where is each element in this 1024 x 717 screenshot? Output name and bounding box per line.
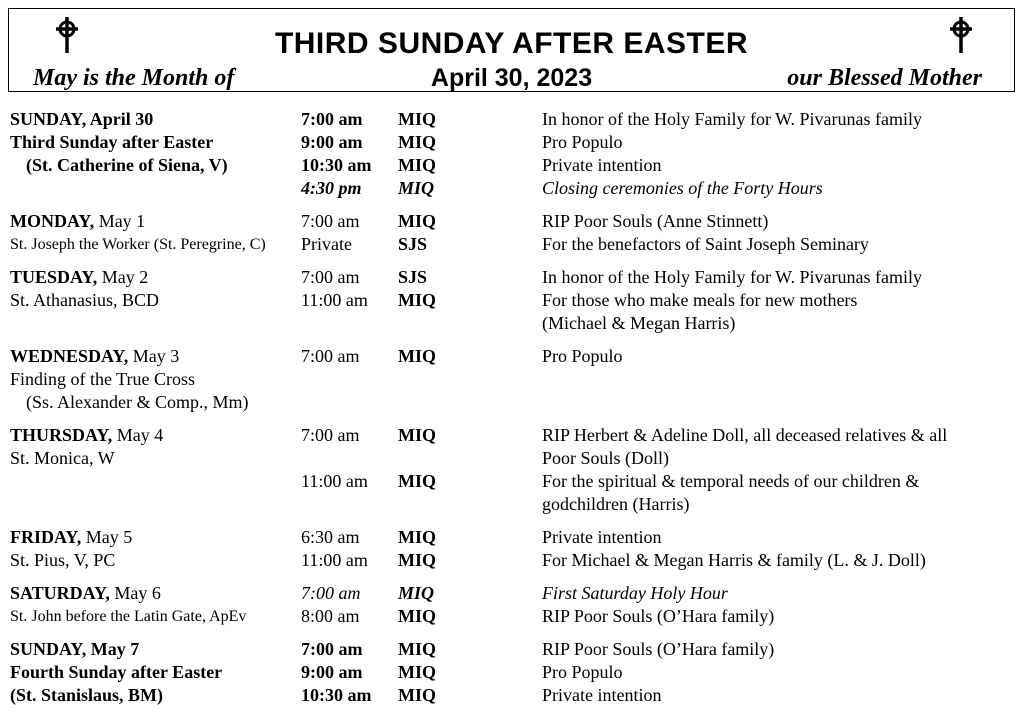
mass-location: MIQ <box>398 662 436 682</box>
schedule-row <box>10 582 1010 605</box>
day-block-friday <box>10 526 1010 572</box>
mass-location: MIQ <box>398 132 436 152</box>
month-dedication-left: May is the Month of <box>33 65 235 91</box>
mass-intention: RIP Poor Souls (O’Hara family) <box>542 606 775 626</box>
mass-intention: First Saturday Holy Hour <box>542 583 728 603</box>
mass-location: MIQ <box>398 527 436 547</box>
mass-intention: (Michael & Megan Harris) <box>542 313 736 333</box>
mass-time: 7:00 am <box>301 425 360 445</box>
mass-location: MIQ <box>398 550 436 570</box>
schedule-row <box>10 289 1010 312</box>
mass-time: 11:00 am <box>301 471 368 491</box>
day-block-monday <box>10 210 1010 256</box>
day-title: FRIDAY, May 5 <box>10 527 133 547</box>
mass-schedule <box>10 108 1010 717</box>
mass-intention: RIP Poor Souls (O’Hara family) <box>542 639 775 659</box>
schedule-row <box>10 368 1010 391</box>
mass-intention: Closing ceremonies of the Forty Hours <box>542 178 823 198</box>
feast-name: St. John before the Latin Gate, ApEv <box>10 608 247 625</box>
mass-location: MIQ <box>398 155 436 175</box>
day-title: SUNDAY, April 30 <box>10 109 154 129</box>
schedule-row <box>10 549 1010 572</box>
mass-location: SJS <box>398 234 428 254</box>
mass-time: Private <box>301 234 352 254</box>
mass-intention: In honor of the Holy Family for W. Pivarunas family <box>542 267 922 287</box>
mass-time: 10:30 am <box>301 685 372 705</box>
mass-location: MIQ <box>398 425 436 445</box>
schedule-row <box>10 526 1010 549</box>
schedule-row <box>10 470 1010 493</box>
schedule-row <box>10 493 1010 516</box>
mass-time: 7:00 am <box>301 109 363 129</box>
feast-name: Third Sunday after Easter <box>10 132 214 152</box>
mass-time: 7:00 am <box>301 346 360 366</box>
mass-time: 7:00 am <box>301 211 360 231</box>
mass-time: 7:00 am <box>301 583 361 603</box>
mass-time: 11:00 am <box>301 550 368 570</box>
bulletin-header <box>8 8 1015 92</box>
mass-intention: Private intention <box>542 155 662 175</box>
mass-intention: Poor Souls (Doll) <box>542 448 670 468</box>
page-title: THIRD SUNDAY AFTER EASTER <box>274 27 749 60</box>
schedule-row <box>10 605 1010 628</box>
mass-location: MIQ <box>398 211 436 231</box>
mass-time: 7:00 am <box>301 639 363 659</box>
schedule-row <box>10 177 1010 200</box>
day-block-thursday <box>10 424 1010 516</box>
mass-location: MIQ <box>398 639 436 659</box>
month-dedication-right: our Blessed Mother <box>787 65 982 91</box>
schedule-row <box>10 312 1010 335</box>
mass-location: MIQ <box>398 346 436 366</box>
day-block-sunday-may7 <box>10 638 1010 707</box>
mass-location: MIQ <box>398 178 435 198</box>
day-title: MONDAY, May 1 <box>10 211 146 231</box>
mass-time: 10:30 am <box>301 155 372 175</box>
feast-name: Finding of the True Cross <box>10 369 196 389</box>
mass-intention: For those who make meals for new mothers <box>542 290 858 310</box>
mass-location: SJS <box>398 267 428 287</box>
mass-time: 9:00 am <box>301 662 363 682</box>
mass-intention: Private intention <box>542 685 662 705</box>
schedule-row <box>10 266 1010 289</box>
day-block-sunday-apr30 <box>10 108 1010 200</box>
feast-commemoration: (Ss. Alexander & Comp., Mm) <box>26 392 249 412</box>
schedule-row <box>10 447 1010 470</box>
schedule-row <box>10 154 1010 177</box>
mass-location: MIQ <box>398 109 436 129</box>
day-block-saturday <box>10 582 1010 628</box>
schedule-row <box>10 391 1010 414</box>
feast-name: St. Joseph the Worker (St. Peregrine, C) <box>10 236 266 253</box>
mass-intention: Pro Populo <box>542 346 623 366</box>
mass-time: 7:00 am <box>301 267 360 287</box>
schedule-row <box>10 684 1010 707</box>
mass-intention: For Michael & Megan Harris & family (L. & J. Doll) <box>542 550 926 570</box>
mass-time: 11:00 am <box>301 290 368 310</box>
mass-time: 8:00 am <box>301 606 360 626</box>
bulletin-date: April 30, 2023 <box>430 64 593 92</box>
schedule-row <box>10 131 1010 154</box>
mass-intention: Pro Populo <box>542 662 623 682</box>
cross-icon <box>947 17 975 53</box>
schedule-row <box>10 210 1010 233</box>
mass-intention: For the benefactors of Saint Joseph Seminary <box>542 234 869 254</box>
schedule-row <box>10 638 1010 661</box>
mass-location: MIQ <box>398 583 435 603</box>
day-block-wednesday <box>10 345 1010 414</box>
mass-intention: Pro Populo <box>542 132 623 152</box>
mass-time: 6:30 am <box>301 527 360 547</box>
schedule-row <box>10 661 1010 684</box>
mass-time: 4:30 pm <box>301 178 362 198</box>
mass-intention: godchildren (Harris) <box>542 494 690 514</box>
schedule-row <box>10 108 1010 131</box>
mass-intention: Private intention <box>542 527 662 547</box>
mass-intention: For the spiritual & temporal needs of our children & <box>542 471 920 491</box>
mass-intention: RIP Poor Souls (Anne Stinnett) <box>542 211 769 231</box>
day-block-tuesday <box>10 266 1010 335</box>
day-title: TUESDAY, May 2 <box>10 267 149 287</box>
feast-name: Fourth Sunday after Easter <box>10 662 223 682</box>
feast-commemoration: (St. Catherine of Siena, V) <box>26 155 228 175</box>
feast-name: St. Monica, W <box>10 448 115 468</box>
mass-location: MIQ <box>398 606 436 626</box>
schedule-row <box>10 424 1010 447</box>
day-title: SATURDAY, May 6 <box>10 583 161 603</box>
day-title: THURSDAY, May 4 <box>10 425 164 445</box>
feast-name: St. Pius, V, PC <box>10 550 116 570</box>
feast-name: St. Athanasius, BCD <box>10 290 160 310</box>
mass-location: MIQ <box>398 685 436 705</box>
mass-intention: In honor of the Holy Family for W. Pivarunas family <box>542 109 922 129</box>
mass-intention: RIP Herbert & Adeline Doll, all deceased relatives & all <box>542 425 948 445</box>
mass-location: MIQ <box>398 290 436 310</box>
schedule-row <box>10 345 1010 368</box>
day-title: WEDNESDAY, May 3 <box>10 346 180 366</box>
mass-location: MIQ <box>398 471 436 491</box>
mass-time: 9:00 am <box>301 132 363 152</box>
day-title: SUNDAY, May 7 <box>10 639 140 659</box>
schedule-row <box>10 233 1010 256</box>
feast-commemoration: (St. Stanislaus, BM) <box>10 685 164 705</box>
